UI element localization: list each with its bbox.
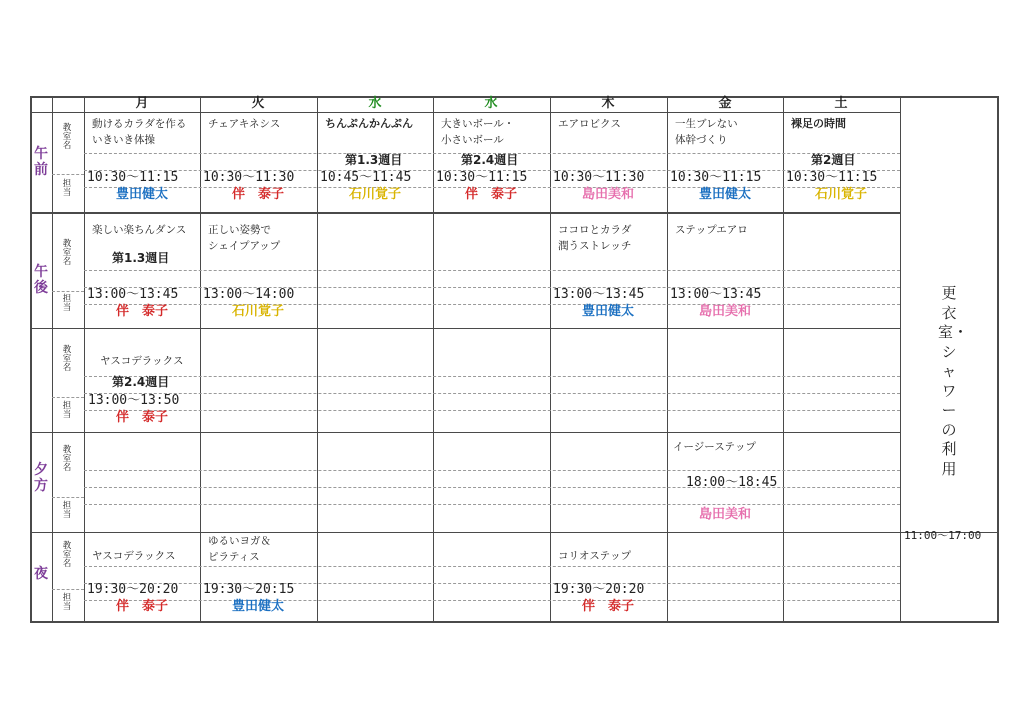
- afternoon-sub-border: [52, 328, 900, 329]
- afternoon1-class2-1: シェイプアップ: [208, 240, 281, 252]
- morning-instructor-0: 豊田健太: [115, 187, 168, 202]
- night-instructor-4: 伴 泰子: [581, 599, 634, 614]
- label-classroom-0: 教室名: [62, 123, 72, 151]
- period-afternoon: 午後: [34, 264, 48, 297]
- afternoon1-time-1: 13:00〜14:00: [203, 287, 295, 302]
- morning-instructor-6: 石川覚子: [814, 187, 867, 202]
- day-column-divider-1: [317, 96, 318, 623]
- morning-class-0: 動けるカラダを作る: [92, 118, 187, 130]
- day-header-2: 水: [368, 96, 382, 111]
- label-classroom-4: 教室名: [62, 541, 72, 569]
- morning-class-3: 大きいボール・: [441, 118, 515, 130]
- table-right-border: [997, 96, 999, 623]
- morning-class-6: 裸足の時間: [791, 117, 846, 130]
- day-header-1: 火: [251, 96, 265, 111]
- morning-week-2: 第1.3週目: [345, 153, 403, 167]
- morning-week-6: 第2週目: [811, 153, 856, 167]
- morning-class-4: エアロビクス: [558, 118, 621, 130]
- afternoon1-instructor-5: 島田美和: [698, 304, 751, 319]
- morning-instructor-1: 伴 泰子: [231, 187, 284, 202]
- period-evening: 夕方: [34, 462, 48, 495]
- label-instructor-2: 担当: [62, 401, 72, 420]
- morning-class2-0: いきいき体操: [92, 134, 155, 146]
- label-instructor-4: 担当: [62, 593, 72, 612]
- day-header-3: 水: [484, 96, 498, 111]
- evening-class: イージーステップ: [673, 441, 757, 453]
- section-border-0: [30, 212, 900, 214]
- morning-time-0: 10:30〜11:15: [87, 170, 179, 185]
- afternoon1-week-0: 第1.3週目: [112, 251, 170, 265]
- afternoon1-time-5: 13:00〜13:45: [670, 287, 762, 302]
- day-header-4: 木: [601, 96, 615, 111]
- morning-instructor-4: 島田美和: [581, 187, 634, 202]
- morning-instructor-3: 伴 泰子: [464, 187, 517, 202]
- period-morning: 午前: [34, 146, 48, 179]
- day-column-divider-4: [667, 96, 668, 623]
- day-column-divider-5: [783, 96, 784, 623]
- day-column-divider-0: [200, 96, 201, 623]
- corner-divider: [30, 112, 84, 113]
- right-panel-title: 更衣室・シャワーの利用: [938, 284, 969, 478]
- afternoon2-instructor: 伴 泰子: [115, 410, 168, 425]
- morning-time-3: 10:30〜11:15: [436, 170, 528, 185]
- morning-week-3: 第2.4週目: [461, 153, 519, 167]
- day-header-bottom: [84, 112, 900, 113]
- section-border-3: [30, 532, 900, 533]
- morning-time-5: 10:30〜11:15: [670, 170, 762, 185]
- night-time-1: 19:30〜20:15: [203, 582, 295, 597]
- afternoon2-class: ヤスコデラックス: [100, 355, 184, 367]
- morning-time-4: 10:30〜11:30: [553, 170, 645, 185]
- label-instructor-0: 担当: [62, 179, 72, 198]
- period-night: 夜: [34, 566, 48, 582]
- dashed-divider: [84, 410, 900, 411]
- night-instructor-0: 伴 泰子: [115, 599, 168, 614]
- morning-class-1: チェアキネシス: [208, 118, 281, 130]
- afternoon1-class2-4: 潤うストレッチ: [558, 240, 632, 252]
- night-instructor-1: 豊田健太: [231, 599, 284, 614]
- table-bottom-border: [30, 621, 998, 623]
- afternoon1-instructor-4: 豊田健太: [581, 304, 634, 319]
- label-classroom-3: 教室名: [62, 445, 72, 473]
- morning-time-6: 10:30〜11:15: [786, 170, 878, 185]
- dashed-divider: [84, 376, 900, 377]
- night-time-4: 19:30〜20:20: [553, 582, 645, 597]
- right-panel-hours: 11:00〜17:00: [904, 529, 982, 542]
- afternoon1-class-4: ココロとカラダ: [558, 224, 632, 236]
- morning-time-2: 10:45〜11:45: [320, 170, 412, 185]
- period-column-divider: [52, 96, 53, 623]
- dashed-divider: [52, 497, 84, 498]
- night-class-0: ヤスコデラックス: [92, 550, 176, 562]
- afternoon1-instructor-1: 石川覚子: [231, 304, 284, 319]
- dashed-divider: [52, 589, 84, 590]
- morning-class-2: ちんぷんかんぷん: [325, 117, 413, 130]
- dashed-divider: [52, 291, 84, 292]
- section-border-2: [30, 432, 900, 433]
- dashed-divider: [84, 566, 900, 567]
- morning-class2-5: 体幹づくり: [675, 134, 728, 146]
- dashed-divider: [84, 270, 900, 271]
- night-time-0: 19:30〜20:20: [87, 582, 179, 597]
- day-header-5: 金: [718, 96, 732, 111]
- evening-instructor: 島田美和: [698, 507, 751, 522]
- dashed-divider: [84, 470, 900, 471]
- morning-instructor-2: 石川覚子: [348, 187, 401, 202]
- afternoon2-time: 13:00〜13:50: [88, 393, 180, 408]
- dashed-divider: [52, 397, 84, 398]
- label-column-divider: [84, 96, 85, 623]
- morning-class2-3: 小さいボール: [441, 134, 504, 146]
- label-instructor-3: 担当: [62, 501, 72, 520]
- dashed-divider: [84, 393, 900, 394]
- day-header-6: 土: [834, 96, 848, 111]
- label-instructor-1: 担当: [62, 294, 72, 313]
- day-header-0: 月: [135, 96, 149, 111]
- label-classroom-1: 教室名: [62, 239, 72, 267]
- morning-instructor-5: 豊田健太: [698, 187, 751, 202]
- afternoon1-time-4: 13:00〜13:45: [553, 287, 645, 302]
- evening-time: 18:00〜18:45: [686, 475, 778, 490]
- night-class-4: コリオステップ: [558, 550, 632, 562]
- afternoon1-class-5: ステップエアロ: [675, 224, 748, 236]
- dashed-divider: [52, 174, 84, 175]
- day-column-divider-2: [433, 96, 434, 623]
- label-classroom-2: 教室名: [62, 345, 72, 373]
- morning-time-1: 10:30〜11:30: [203, 170, 295, 185]
- afternoon1-instructor-0: 伴 泰子: [115, 304, 168, 319]
- day-column-divider-3: [550, 96, 551, 623]
- afternoon2-week: 第2.4週目: [112, 375, 170, 389]
- morning-class-5: 一生ブレない: [675, 118, 738, 130]
- dashed-divider: [84, 487, 900, 488]
- afternoon1-class-0: 楽しい楽ちんダンス: [92, 224, 187, 236]
- night-class2-1: ピラティス: [208, 551, 260, 563]
- right-panel-divider: [900, 96, 901, 623]
- afternoon1-time-0: 13:00〜13:45: [87, 287, 179, 302]
- dashed-divider: [84, 504, 900, 505]
- night-class-1: ゆるいヨガ＆: [208, 535, 271, 547]
- afternoon1-class-1: 正しい姿勢で: [208, 224, 271, 236]
